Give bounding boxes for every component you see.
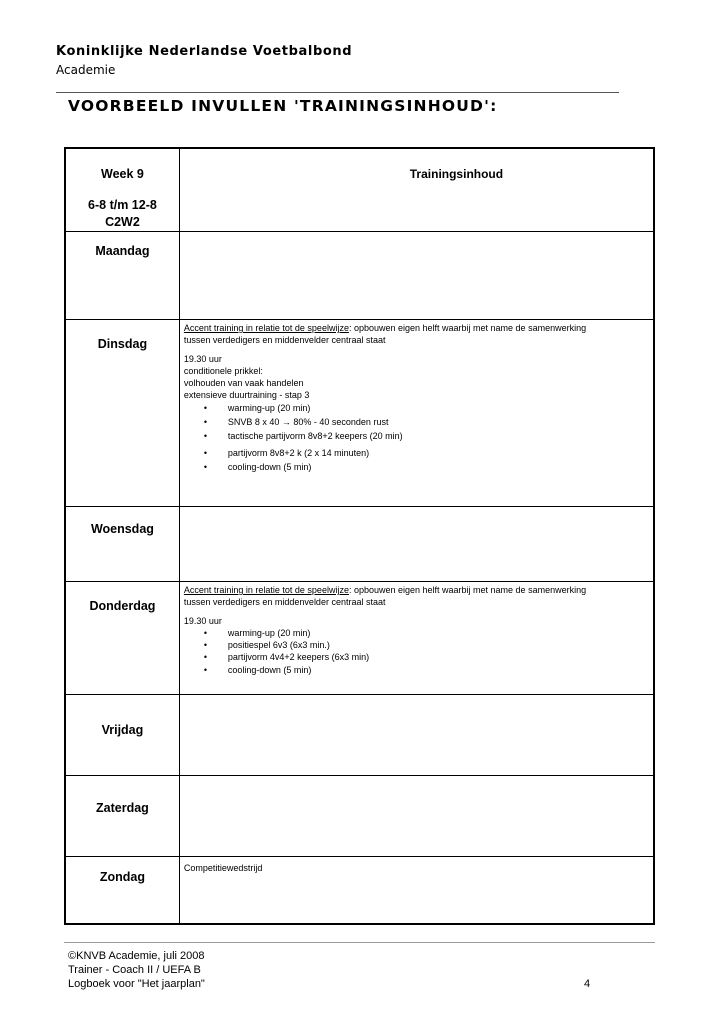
- list-item: • partijvorm 8v8+2 k (2 x 14 minuten): [203, 447, 370, 458]
- day-cell-dinsdag: [65, 320, 179, 507]
- list-item: • positiespel 6v3 (6x3 min.): [203, 640, 330, 651]
- day-cell-maandag: [65, 232, 179, 320]
- footer-line-2: Trainer - Coach II / UEFA B: [68, 964, 201, 976]
- bullet-icon: •: [203, 652, 208, 663]
- list-item: • warming-up (20 min): [203, 627, 311, 638]
- training-schedule-table: [64, 147, 655, 925]
- day-label-dinsdag: Dinsdag: [97, 337, 148, 351]
- table-row-week: [65, 148, 654, 232]
- content-cell-donderdag: [179, 582, 654, 695]
- dinsdag-accent-text-2: tussen verdedigers en middenvelder centraal staat: [183, 335, 386, 346]
- content-cell-maandag: [179, 232, 654, 320]
- donderdag-accent: [184, 584, 653, 596]
- list-item: • warming-up (20 min): [203, 402, 311, 413]
- content-cell-zaterdag: [179, 776, 654, 857]
- day-cell-donderdag: [65, 582, 179, 695]
- footer-divider: [64, 942, 655, 943]
- content-cell-dinsdag: [179, 320, 654, 507]
- week-dates: 6-8 t/m 12-8: [88, 198, 157, 212]
- day-label-zaterdag: Zaterdag: [96, 801, 149, 815]
- dinsdag-bullet-list: [184, 402, 653, 473]
- list-item: • tactische partijvorm 8v8+2 keepers (20 min): [203, 431, 403, 442]
- donderdag-accent-text-2: tussen verdedigers en middenvelder centraal staat: [183, 597, 386, 608]
- organization-subtitle: Academie: [56, 63, 116, 77]
- trainingsinhoud-heading: Trainingsinhoud: [409, 167, 504, 181]
- table-row-zondag: [65, 857, 654, 925]
- dinsdag-accent-text: : opbouwen eigen helft waarbij met name de samenwerking: [348, 323, 587, 333]
- week-cell: [65, 148, 179, 232]
- content-cell-zondag: [179, 857, 654, 925]
- table-row-maandag: [65, 232, 654, 320]
- day-cell-woensdag: [65, 507, 179, 582]
- donderdag-accent-label: Accent training in relatie tot de speelwijze: [183, 585, 349, 595]
- content-cell-woensdag: [179, 507, 654, 582]
- bullet-icon: •: [203, 461, 208, 472]
- header-cell: [179, 148, 654, 232]
- table-row-dinsdag: [65, 320, 654, 507]
- list-item: • cooling-down (5 min): [203, 664, 312, 675]
- bullet-icon: •: [203, 417, 208, 428]
- day-label-vrijdag: Vrijdag: [101, 723, 144, 737]
- bullet-icon: •: [203, 640, 208, 651]
- table-row-zaterdag: [65, 776, 654, 857]
- bullet-icon: •: [203, 664, 208, 675]
- zondag-text: Competitiewedstrijd: [183, 863, 263, 873]
- bullet-icon: •: [203, 447, 208, 458]
- organization-name: Koninklijke Nederlandse Voetbalbond: [56, 44, 353, 59]
- dinsdag-accent-label: Accent training in relatie tot de speelwijze: [183, 323, 349, 333]
- day-label-maandag: Maandag: [95, 244, 150, 258]
- table-row-woensdag: [65, 507, 654, 582]
- table-row-vrijdag: [65, 695, 654, 776]
- section-title: VOORBEELD INVULLEN 'TRAININGSINHOUD':: [68, 97, 498, 115]
- day-label-woensdag: Woensdag: [90, 522, 154, 536]
- week-code: C2W2: [105, 215, 140, 229]
- list-item: • SNVB 8 x 40 → 80% - 40 seconden rust: [203, 417, 389, 428]
- dinsdag-line-1: conditionele prikkel:: [183, 365, 263, 376]
- footer-line-1: ©KNVB Academie, juli 2008: [68, 950, 205, 962]
- bullet-icon: •: [203, 402, 208, 413]
- day-label-donderdag: Donderdag: [89, 599, 156, 613]
- dinsdag-time: 19.30 uur: [183, 353, 222, 364]
- day-cell-zondag: [65, 857, 179, 925]
- footer-line-3: Logboek voor "Het jaarplan": [68, 978, 205, 990]
- list-item: • cooling-down (5 min): [203, 461, 312, 472]
- donderdag-time: 19.30 uur: [183, 615, 222, 626]
- dinsdag-line-2: volhouden van vaak handelen: [183, 378, 304, 389]
- week-label: Week 9: [101, 167, 144, 181]
- list-item: • partijvorm 4v4+2 keepers (6x3 min): [203, 652, 370, 663]
- bullet-icon: •: [203, 627, 208, 638]
- day-cell-zaterdag: [65, 776, 179, 857]
- donderdag-bullet-list: [184, 627, 653, 676]
- page-number: 4: [584, 978, 591, 990]
- table-row-donderdag: [65, 582, 654, 695]
- bullet-icon: •: [203, 431, 208, 442]
- header-divider: [56, 92, 619, 93]
- donderdag-accent-text: : opbouwen eigen helft waarbij met name de samenwerking: [348, 585, 587, 595]
- dinsdag-accent: [184, 322, 653, 334]
- content-cell-vrijdag: [179, 695, 654, 776]
- day-label-zondag: Zondag: [99, 870, 145, 884]
- dinsdag-line-3: extensieve duurtraining - stap 3: [183, 390, 310, 401]
- day-cell-vrijdag: [65, 695, 179, 776]
